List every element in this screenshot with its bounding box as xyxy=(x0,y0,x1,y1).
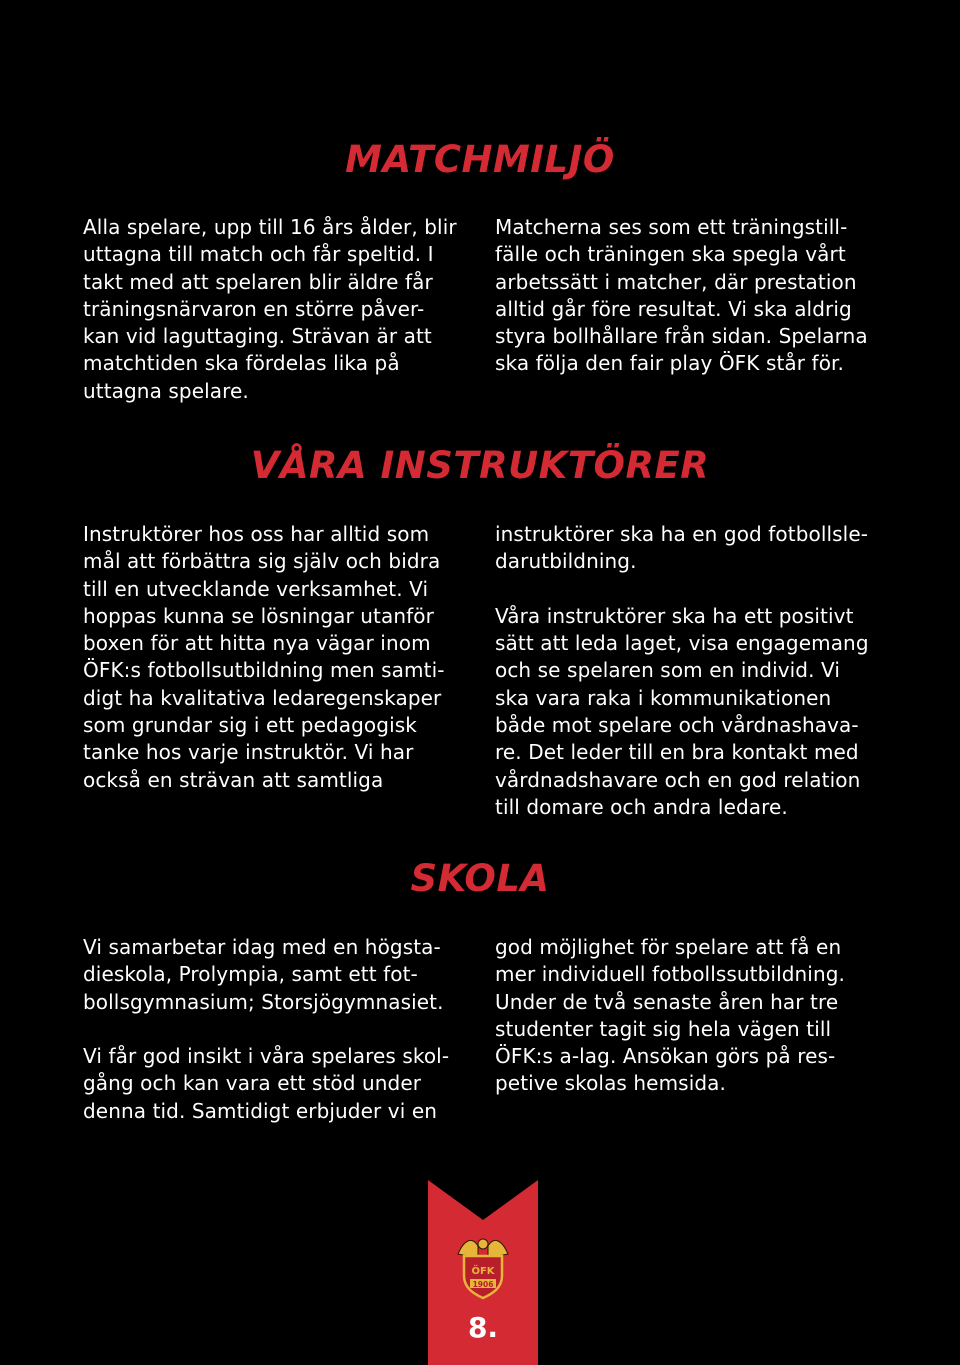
text-line: petive skolas hemsida. xyxy=(495,1071,726,1096)
skola-left-paragraph-2 xyxy=(83,1043,468,1125)
instruktorer-right-paragraph-2 xyxy=(495,603,880,821)
crest-year: 1906 xyxy=(472,1280,494,1289)
text-line: styra bollhållare från sidan. Spelarna xyxy=(495,324,868,349)
text-line: darutbildning. xyxy=(495,549,637,574)
text-line: och se spelaren som en individ. Vi xyxy=(495,658,841,683)
text-line: fälle och träningen ska spegla vårt xyxy=(495,242,846,267)
text-line: både mot spelare och vårdnashava- xyxy=(495,713,859,738)
text-line: till en utvecklande verksamhet. Vi xyxy=(83,576,429,601)
text-line: Alla spelare, upp till 16 års ålder, blir xyxy=(83,215,457,239)
text-line: instruktörer ska ha en god fotbollsle- xyxy=(495,522,869,546)
text-line: ÖFK:s a-lag. Ansökan görs på res- xyxy=(495,1044,836,1069)
page-number: 8. xyxy=(467,1311,499,1344)
text-line: dieskola, Prolympia, samt ett fot- xyxy=(83,962,418,987)
heading-skola: SKOLA xyxy=(410,857,550,900)
text-line: uttagna till match och får speltid. I xyxy=(83,242,434,267)
text-line: tanke hos varje instruktör. Vi har xyxy=(83,740,414,765)
text-line: Vi får god insikt i våra spelares skol- xyxy=(83,1044,450,1069)
text-line: takt med att spelaren blir äldre får xyxy=(83,269,433,294)
skola-left-paragraph-1 xyxy=(83,934,468,1016)
instruktorer-right-paragraph-1 xyxy=(495,521,880,576)
text-line: kan vid laguttaging. Strävan är att xyxy=(83,324,432,349)
instruktorer-left-paragraph xyxy=(83,521,468,794)
text-line: sätt att leda laget, visa engagemang xyxy=(495,631,869,656)
text-line: Instruktörer hos oss har alltid som xyxy=(83,522,430,546)
text-line: arbetssätt i matcher, där prestation xyxy=(495,269,857,294)
text-line: Under de två senaste åren har tre xyxy=(495,989,839,1014)
text-line: god möjlighet för spelare att få en xyxy=(495,935,842,959)
text-line: som grundar sig i ett pedagogisk xyxy=(83,713,417,738)
text-line: bollsgymnasium; Storsjögymnasiet. xyxy=(83,989,444,1014)
heading-matchmiljo: MATCHMILJÖ xyxy=(345,138,615,181)
text-line: alltid går före resultat. Vi ska aldrig xyxy=(495,296,852,321)
text-line: ska vara raka i kommunikationen xyxy=(495,685,832,710)
text-line: träningsnärvaron en större påver- xyxy=(83,296,425,321)
text-line: Vi samarbetar idag med en högsta- xyxy=(83,935,441,959)
text-line: gång och kan vara ett stöd under xyxy=(83,1071,422,1096)
text-line: vårdnadshavare och en god relation xyxy=(495,767,861,792)
text-line: mer individuell fotbollssutbildning. xyxy=(495,962,845,987)
text-line: ÖFK:s fotbollsutbildning men samti- xyxy=(83,658,445,683)
text-line: hoppas kunna se lösningar utanför xyxy=(83,603,434,628)
text-line: matchtiden ska fördelas lika på xyxy=(83,351,400,376)
heading-vara-instruktorer: VÅRA INSTRUKTÖRER xyxy=(250,444,710,487)
text-line: Våra instruktörer ska ha ett positivt xyxy=(495,603,854,628)
text-line: Matcherna ses som ett träningstill- xyxy=(495,215,848,239)
text-line: också en strävan att samtliga xyxy=(83,767,384,792)
matchmiljo-left-paragraph xyxy=(83,214,468,405)
text-line: digt ha kvalitativa ledaregenskaper xyxy=(83,685,442,710)
text-line: uttagna spelare. xyxy=(83,378,249,403)
text-line: denna tid. Samtidigt erbjuder vi en xyxy=(83,1098,438,1123)
skola-right-paragraph xyxy=(495,934,880,1098)
text-line: till domare och andra ledare. xyxy=(495,794,788,819)
matchmiljo-right-paragraph xyxy=(495,214,880,378)
text-line: re. Det leder till en bra kontakt med xyxy=(495,740,859,765)
crest-letters: ÖFK xyxy=(471,1266,495,1277)
instruktorer-right-column xyxy=(495,521,880,821)
text-line: ska följa den fair play ÖFK står för. xyxy=(495,351,844,376)
skola-left-column xyxy=(83,934,468,1125)
text-line: mål att förbättra sig själv och bidra xyxy=(83,549,441,574)
text-line: boxen för att hitta nya vägar inom xyxy=(83,631,431,656)
text-line: studenter tagit sig hela vägen till xyxy=(495,1016,832,1041)
